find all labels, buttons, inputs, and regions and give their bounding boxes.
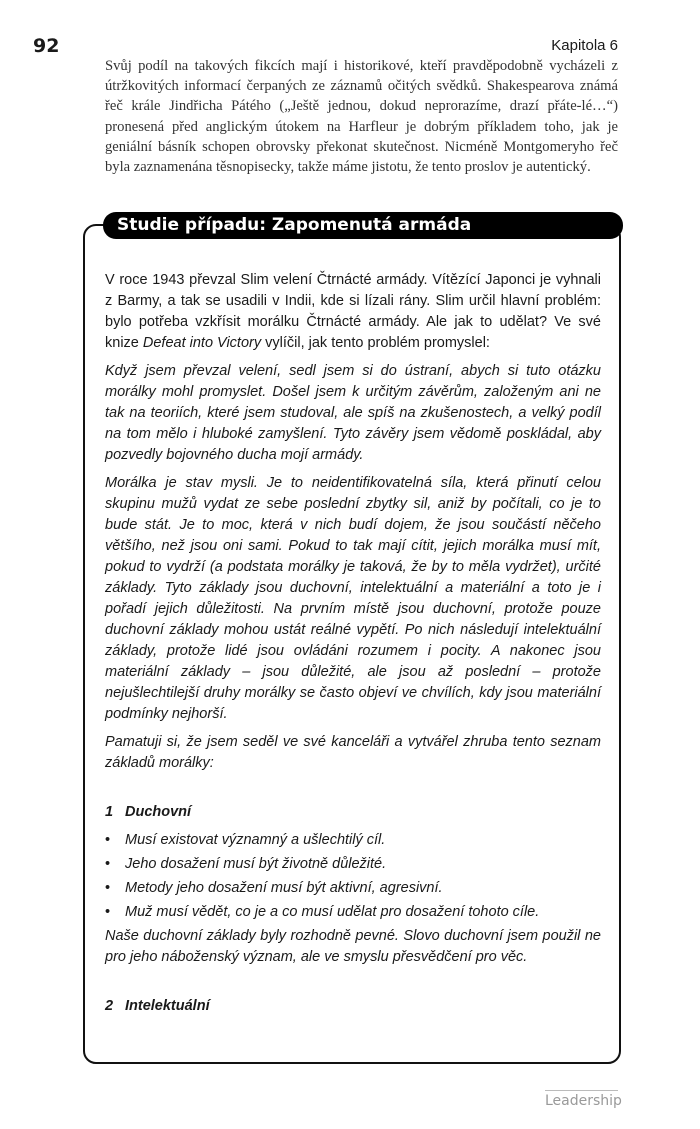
quote-paragraph: Když jsem převzal velení, sedl jsem si do ústraní, abych si tuto otázku morálky mohl promyslet. Došel jsem k určitým závěrům, založeným ani ne tak na teoriích, které jsem studoval, ale spíš na zkušenostech, a velký podíl na tom mělo i hluboké zamyšlení. Tyto závěry jsem vědomě poskládal, aby pozvedly bojovného ducha mojí armády.	[105, 363, 601, 464]
footer-book-title: Leadership	[545, 1090, 618, 1109]
section-number: 1	[105, 804, 114, 821]
bullet-list	[105, 830, 601, 923]
bullet-icon: •	[105, 880, 111, 897]
chapter-title: Kapitola 6	[551, 37, 618, 54]
text: vylíčil, jak tento problém promyslel:	[261, 335, 490, 352]
intro-paragraph: Svůj podíl na takových fikcích mají i historikové, kteří pravděpodobně vycházeli z útržkovitých informací čerpaných ze záznamů očitých svědků. Shakespearova známá řeč krále Jindřicha Pátého („Ještě jednou, dokud neprorazíme, drazí přáte-lé…“) pronesená před anglickým útokem na Harfleur je dobrým příkladem toho, jak je geniální básník schopen obrovsky překonat skutečnost. Nicméně Montgomeryho řeč byla zaznamenána těsnopisecky, takže máme jistotu, že tento proslov je autentický.	[105, 58, 618, 176]
section-title: Duchovní	[125, 804, 192, 821]
book-title: Defeat into Victory	[142, 335, 262, 352]
case-study-title: Studie případu: Zapomenutá armáda	[103, 212, 623, 239]
page-number: 92	[33, 35, 60, 57]
list-item-text: Muž musí vědět, co je a co musí udělat pro dosažení tohoto cíle.	[125, 904, 540, 921]
section-heading	[105, 802, 601, 823]
case-study-content	[105, 270, 601, 1017]
text: V roce 1943 převzal Slim velení Čtrnácté armády. Vítězící Japonci je vyhnali z Barmy, a tak se usadili v Indii, kde si lízali rány. Slim určil hlavní problém: bylo potřeba vzkřísit morálku Čtrnácté armády. Ale jak to udělat? Ve své knize	[105, 272, 601, 352]
quote-paragraph: Naše duchovní základy byly rozhodně pevné. Slovo duchovní jsem použil ne pro jeho náboženský význam, ale ve smyslu přesvědčení pro věc.	[105, 928, 601, 966]
quote-paragraph: Pamatuji si, že jsem seděl ve své kanceláři a vytvářel zhruba tento seznam základů morálky:	[105, 734, 601, 772]
quote-paragraph: Morálka je stav mysli. Je to neidentifikovatelná síla, která přinutí celou skupinu mužů vydat ze sebe poslední zbytky sil, aniž by počítali, co je to bude stát. Je to moc, která v nich budí dojem, že jsou součástí něčeho většího, než jsou oni sami. Pokud to tak mají cítit, jejich morálka musí mít, pokud to vydrží (a podstata morálky je taková, že by to měla vydržet), určité základy. Tyto základy jsou duchovní, intelektuální a materiální a toto je i pořadí jejich důležitosti. Na prvním místě jsou duchovní, protože pouze duchovní základy mohou ustát reálné vypětí. Po nich následují intelektuální základy, protože lidé jsou ovládáni rozumem i pocity. A nakonec jsou materiální základy – jsou důležité, ale jsou až poslední – protože nejušlechtilejší druhy morálky se často objeví ve chvílích, kdy jsou materiální podmínky nejhorší.	[105, 475, 601, 723]
bullet-icon: •	[105, 832, 111, 849]
list-item-text: Metody jeho dosažení musí být aktivní, agresivní.	[125, 880, 443, 897]
bullet-icon: •	[105, 904, 111, 921]
case-study-box	[83, 215, 621, 1064]
case-study-intro	[105, 270, 601, 354]
section-number: 2	[105, 998, 114, 1015]
list-item-text: Jeho dosažení musí být životně důležité.	[125, 856, 387, 873]
list-item	[105, 878, 601, 899]
bullet-icon: •	[105, 856, 111, 873]
list-item	[105, 902, 601, 923]
list-item-text: Musí existovat významný a ušlechtilý cíl.	[125, 832, 386, 849]
section-heading	[105, 996, 601, 1017]
section-title: Intelektuální	[125, 998, 210, 1015]
list-item	[105, 854, 601, 875]
list-item	[105, 830, 601, 851]
